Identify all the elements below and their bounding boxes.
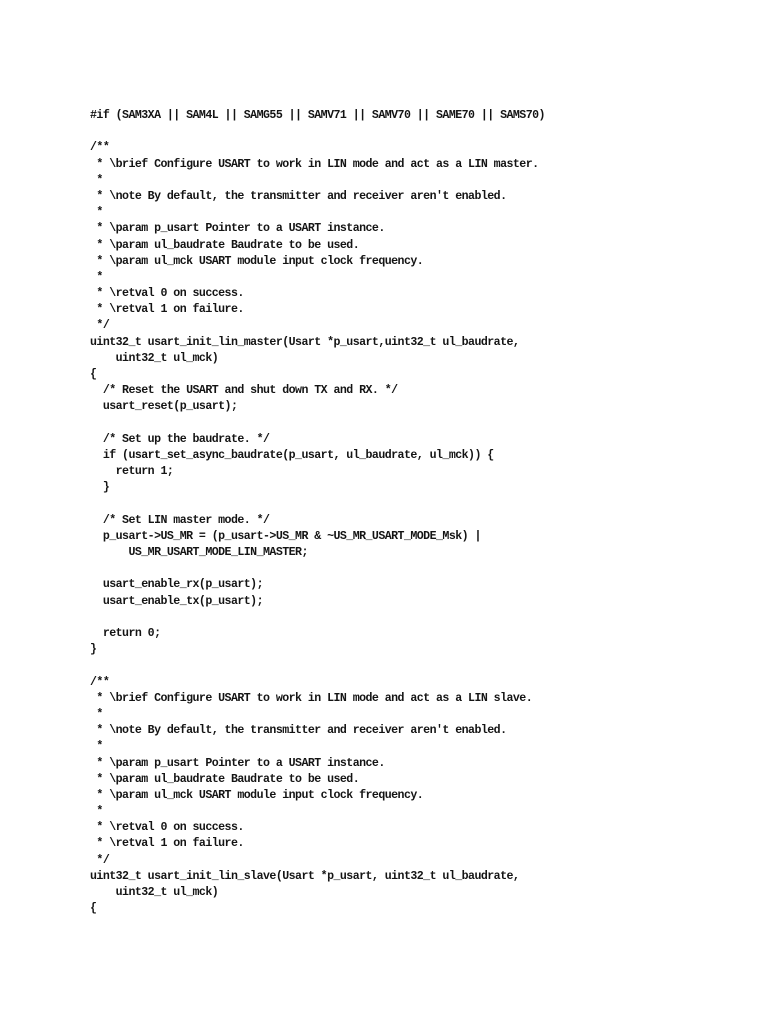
- code-line: * \param p_usart Pointer to a USART instance.: [90, 222, 385, 236]
- code-line: * \retval 1 on failure.: [90, 303, 244, 317]
- code-line: /* Set LIN master mode. */: [90, 513, 270, 527]
- code-line: if (usart_set_async_baudrate(p_usart, ul_baudrate, ul_mck)) {: [90, 448, 494, 462]
- code-line: [90, 561, 760, 577]
- code-line: [90, 610, 760, 626]
- code-line: usart_reset(p_usart);: [90, 400, 238, 414]
- code-line: * \brief Configure USART to work in LIN mode and act as a LIN slave.: [90, 691, 533, 705]
- code-line: usart_enable_tx(p_usart);: [90, 594, 263, 608]
- code-line: * \param ul_baudrate Baudrate to be used.: [90, 772, 360, 786]
- code-block: [90, 108, 760, 917]
- code-line: p_usart->US_MR = (p_usart->US_MR & ~US_MR_USART_MODE_Msk) |: [90, 529, 481, 543]
- code-line: * \brief Configure USART to work in LIN mode and act as a LIN master.: [90, 157, 539, 171]
- code-line: * \param ul_mck USART module input clock frequency.: [90, 788, 424, 802]
- code-line: */: [90, 319, 110, 333]
- code-line: uint32_t ul_mck): [90, 351, 219, 365]
- code-line: return 1;: [90, 465, 174, 479]
- code-line: }: [90, 481, 110, 495]
- code-line: /* Set up the baudrate. */: [90, 432, 270, 446]
- code-line: *: [90, 707, 103, 721]
- code-line: }: [90, 643, 97, 657]
- code-line: US_MR_USART_MODE_LIN_MASTER;: [90, 546, 308, 560]
- code-line: *: [90, 740, 103, 754]
- code-line: usart_enable_rx(p_usart);: [90, 578, 263, 592]
- code-line: [90, 497, 760, 513]
- code-line: uint32_t usart_init_lin_master(Usart *p_usart,uint32_t ul_baudrate,: [90, 335, 520, 349]
- code-line: [90, 658, 760, 674]
- code-line: * \retval 0 on success.: [90, 287, 244, 301]
- code-line: * \retval 0 on success.: [90, 821, 244, 835]
- code-line: {: [90, 368, 97, 381]
- code-line: /* Reset the USART and shut down TX and RX. */: [90, 384, 398, 398]
- code-line: *: [90, 805, 103, 819]
- code-line: uint32_t ul_mck): [90, 886, 219, 899]
- code-line: #if (SAM3XA || SAM4L || SAMG55 || SAMV71 || SAMV70 || SAME70 || SAMS70): [90, 109, 545, 122]
- code-line: * \param ul_mck USART module input clock frequency.: [90, 254, 424, 268]
- code-line: * \note By default, the transmitter and receiver aren't enabled.: [90, 724, 507, 738]
- code-line: /**: [90, 675, 110, 689]
- code-line: /**: [90, 141, 110, 155]
- code-line: */: [90, 853, 110, 867]
- code-line: * \note By default, the transmitter and receiver aren't enabled.: [90, 189, 507, 203]
- code-line: *: [90, 173, 103, 187]
- code-line: return 0;: [90, 627, 161, 640]
- code-line: {: [90, 902, 97, 916]
- code-line: [90, 124, 760, 140]
- code-line: [90, 416, 760, 432]
- code-line: *: [90, 270, 103, 284]
- code-line: * \param p_usart Pointer to a USART instance.: [90, 756, 385, 770]
- code-line: * \retval 1 on failure.: [90, 837, 244, 851]
- code-line: * \param ul_baudrate Baudrate to be used.: [90, 238, 360, 252]
- code-line: uint32_t usart_init_lin_slave(Usart *p_usart, uint32_t ul_baudrate,: [90, 869, 520, 883]
- code-line: *: [90, 206, 103, 220]
